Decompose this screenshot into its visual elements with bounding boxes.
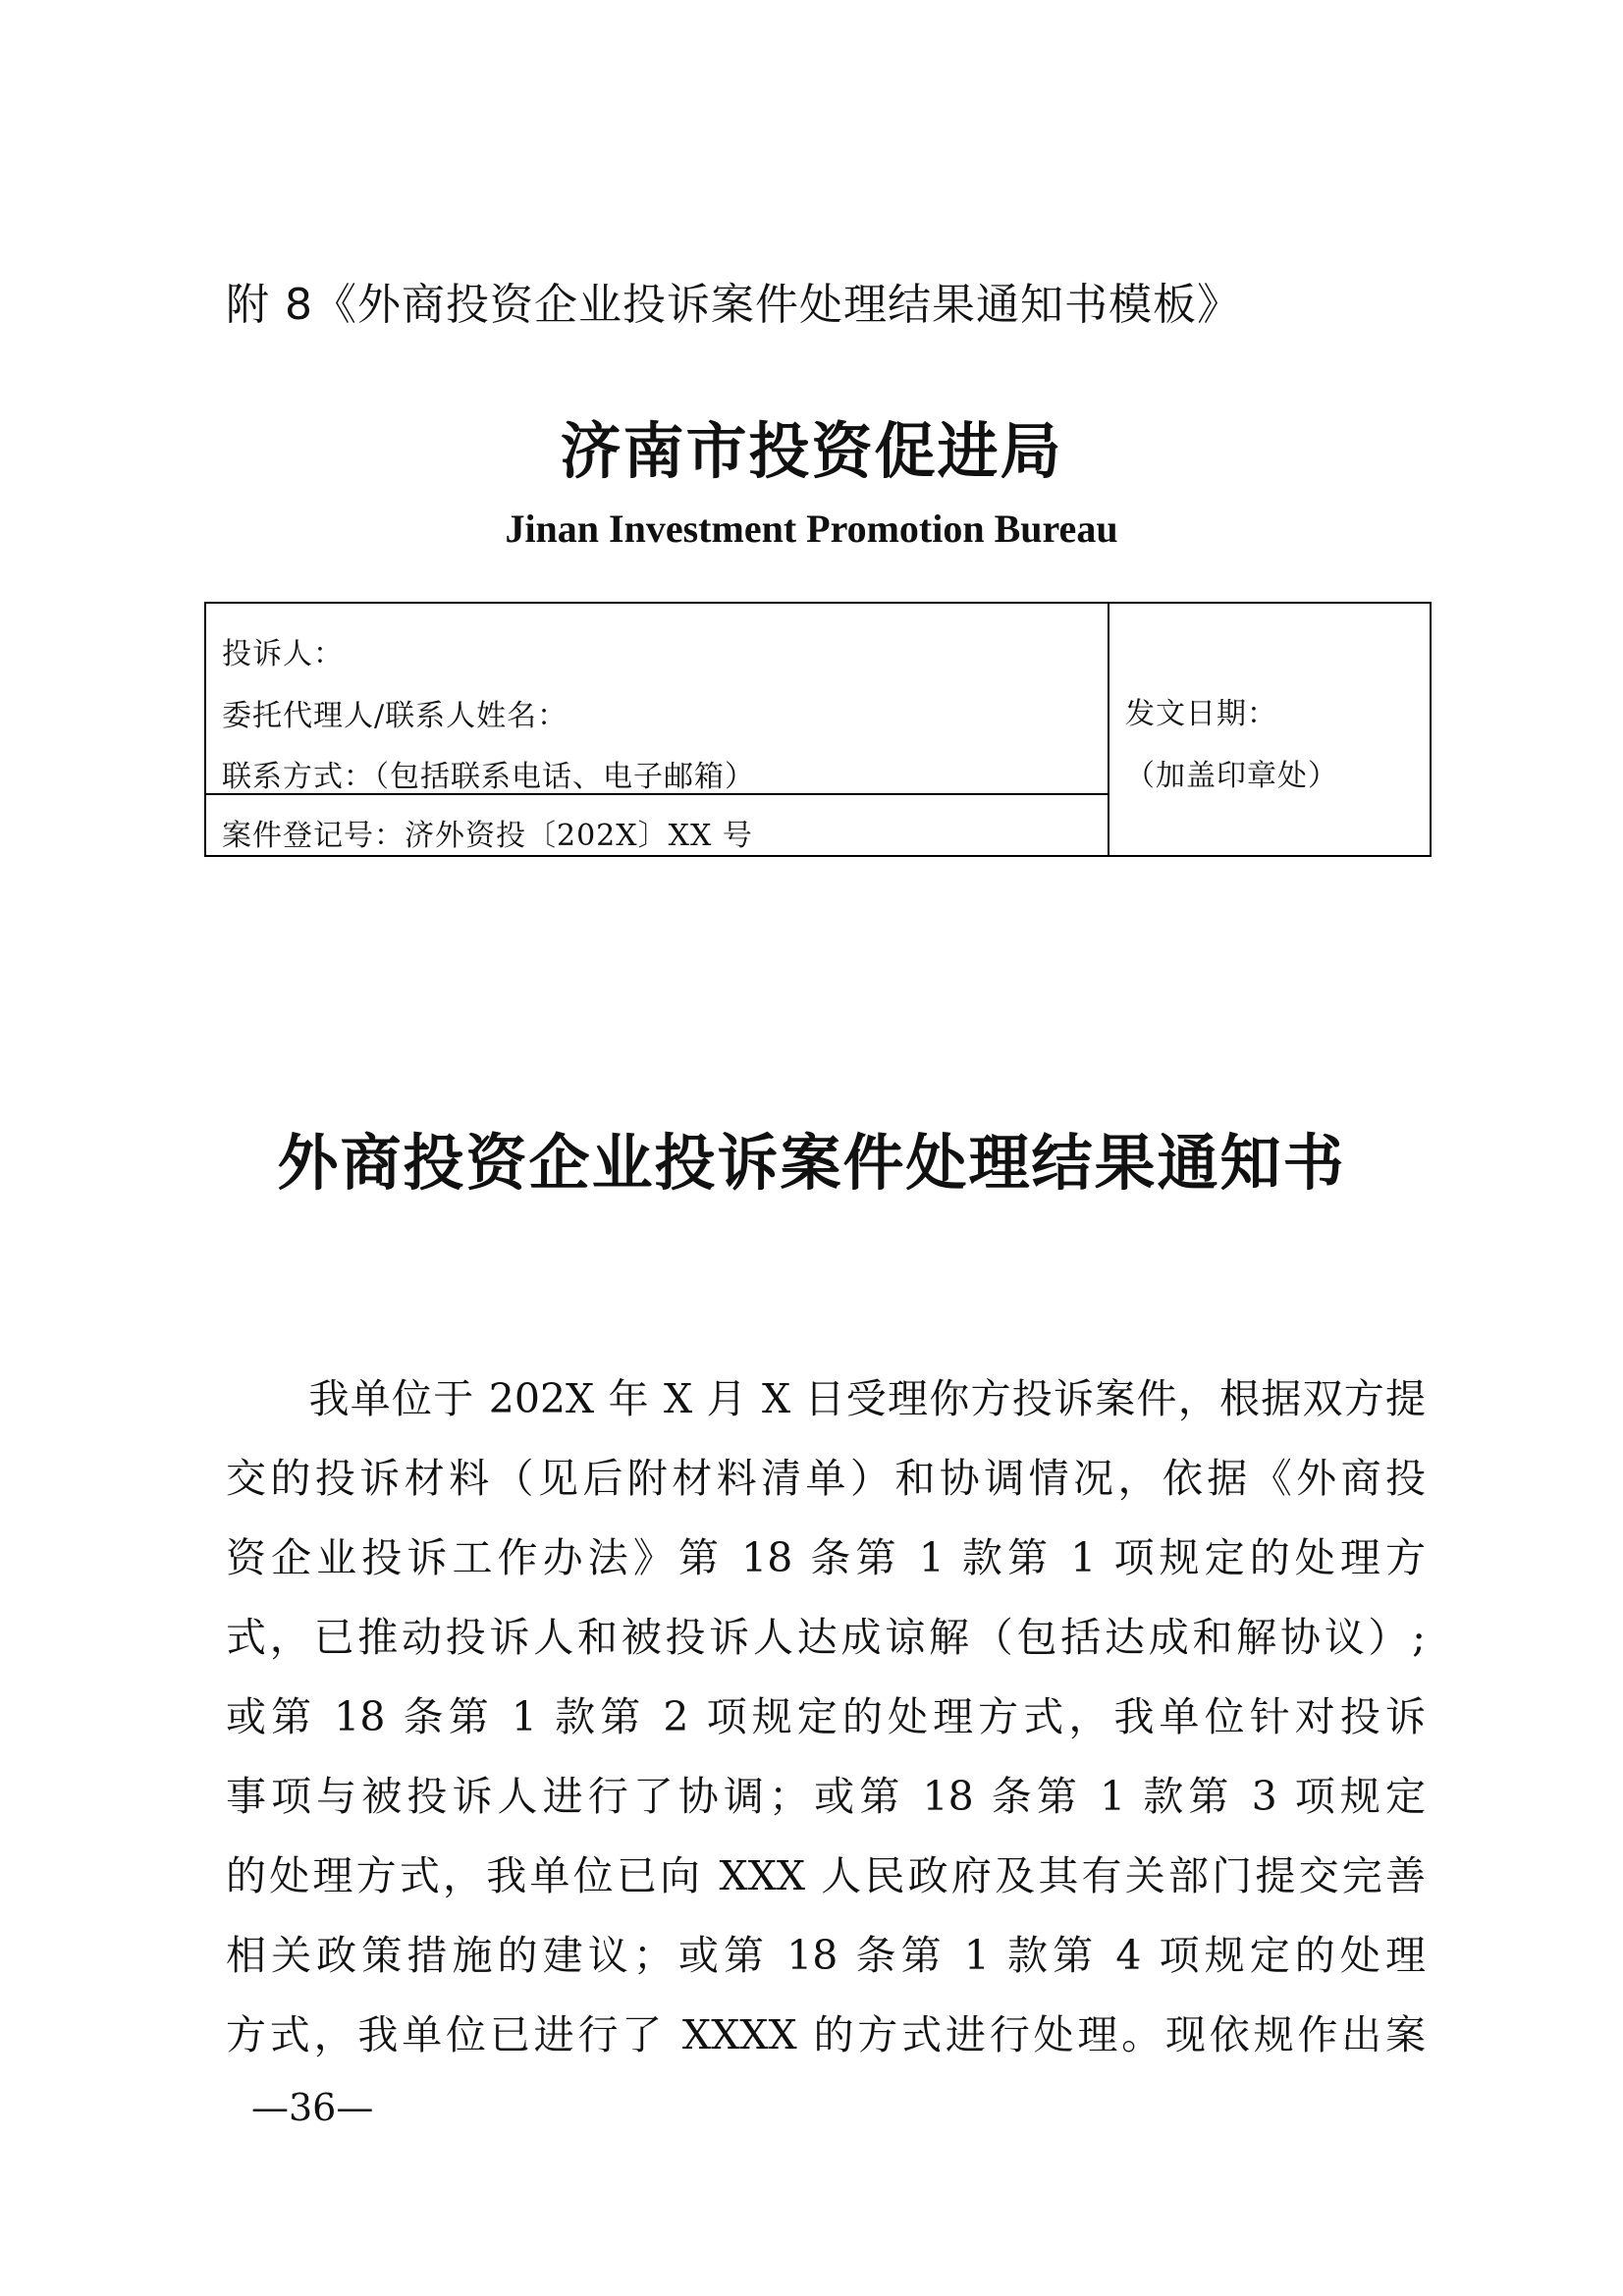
agent-contact-name-label: 委托代理人/联系人姓名： [222,699,568,733]
agency-name: 济南市投资促进局 [560,415,1063,487]
body-line: 相关政策措施的建议；或第 18 条第 1 款第 4 项规定的处理 [226,1932,1426,1979]
table-vertical-divider [1108,604,1109,855]
issue-date-label: 发文日期： [1125,697,1277,731]
body-line: 资企业投诉工作办法》第 18 条第 1 款第 1 项规定的处理方 [226,1534,1426,1581]
case-info-table [204,602,1432,857]
body-line: 事项与被投诉人进行了协调；或第 18 条第 1 款第 3 项规定 [226,1773,1426,1820]
page-number: —36— [251,2086,374,2129]
attachment-title: 附 8《外商投资企业投诉案件处理结果通知书模板》 [226,280,1241,330]
complainant-label: 投诉人： [222,637,344,671]
case-registration-number: 案件登记号：济外资投〔202X〕XX 号 [222,819,753,853]
agency-name-english: Jinan Investment Promotion Bureau [505,507,1118,551]
body-line: 的处理方式，我单位已向 XXX 人民政府及其有关部门提交完善 [226,1852,1426,1899]
body-line: 方式，我单位已进行了 XXXX 的方式进行处理。现依规作出案 [226,2011,1426,2058]
body-line: 我单位于 202X 年 X 月 X 日受理你方投诉案件，根据双方提 [226,1375,1426,1422]
body-line: 或第 18 条第 1 款第 2 项规定的处理方式，我单位针对投诉 [226,1693,1426,1740]
contact-method-label: 联系方式：（包括联系电话、电子邮箱） [222,760,755,794]
notice-title: 外商投资企业投诉案件处理结果通知书 [277,1127,1346,1199]
body-line: 式，已推动投诉人和被投诉人达成谅解（包括达成和解协议）; [226,1614,1426,1661]
seal-placeholder: （加盖印章处） [1125,759,1338,793]
body-line: 交的投诉材料（见后附材料清单）和协调情况，依据《外商投 [226,1455,1426,1502]
